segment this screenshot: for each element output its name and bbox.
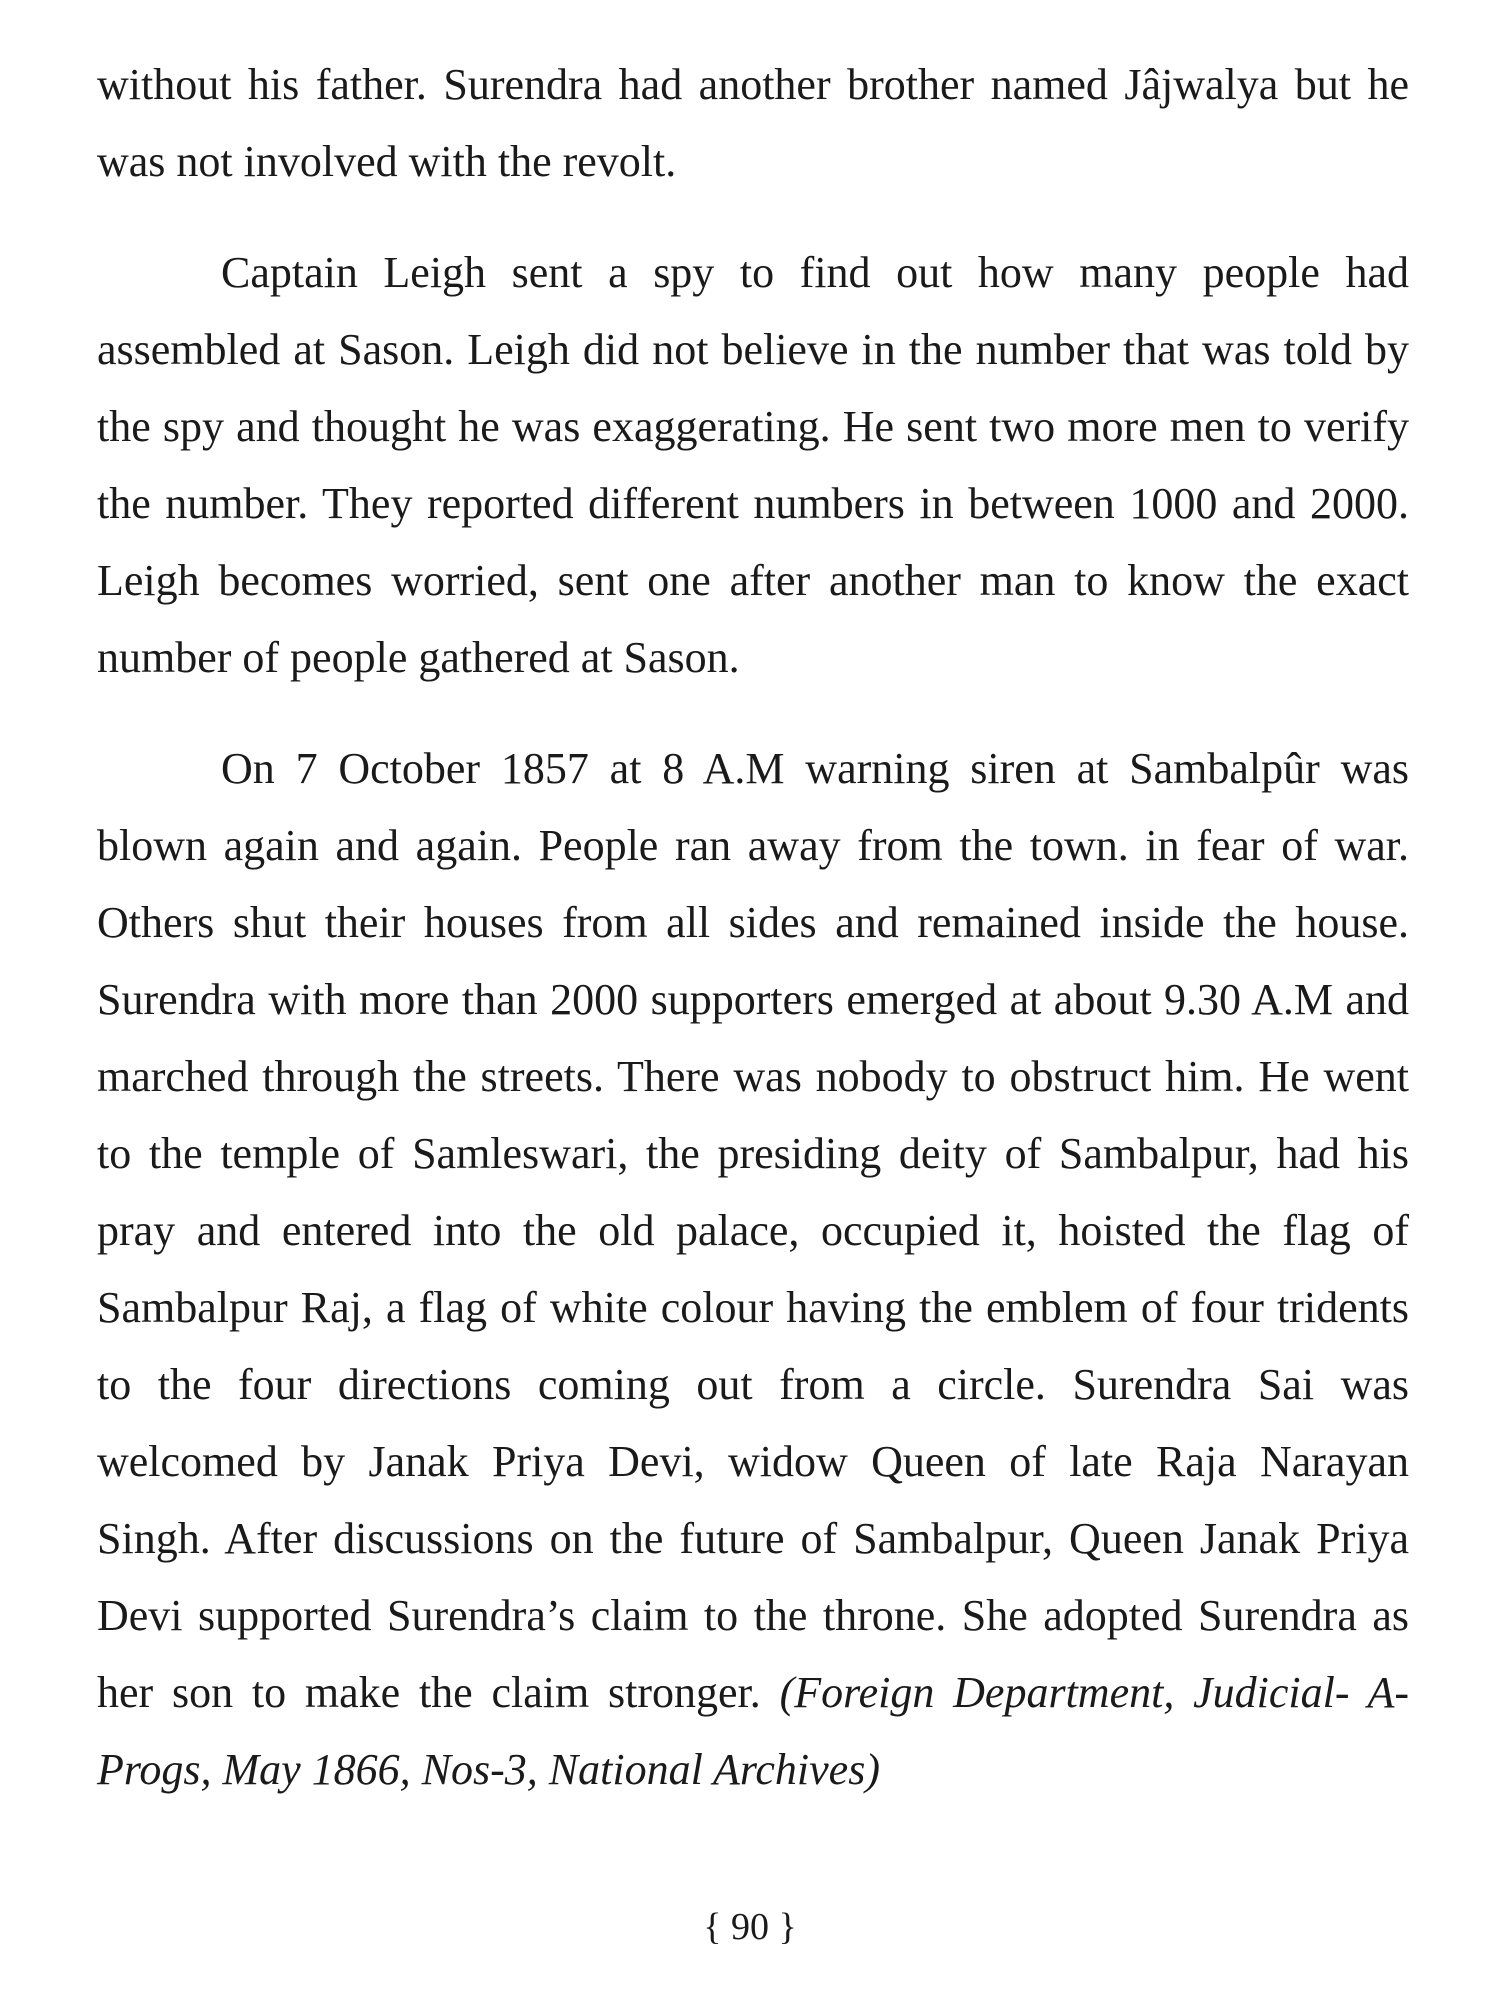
paragraph-text: On 7 October 1857 at 8 A.M warning siren at Sambalpûr was blown again and again. People ran away from the town. in fear of war. Others shut their houses from all sides and remained inside the house. Surendra with more than 2000 supporters emerged at about 9.30 A.M and marched through the streets. There was nobody to obstruct him. He went to the temple of Samleswari, the presiding deity of Sambalpur, had his pray and entered into the old palace, occupied it, hoisted the flag of Sambalpur Raj, a flag of white colour having the emblem of four tridents to the four directions coming out from a circle. Surendra Sai was welcomed by Janak Priya Devi, widow Queen of late Raja Narayan Singh. After discussions on the future of Sambalpur, Queen Janak Priya Devi supported Surendra’s claim to the throne. She adopted Surendra as her son to make the claim stronger. [97, 744, 1409, 1717]
paragraph-captain-leigh [97, 234, 1409, 696]
page-number: { 90 } [703, 1906, 797, 1948]
paragraph-october-1857 [97, 730, 1409, 1808]
paragraph-continuation [97, 46, 1409, 200]
paragraph-text: without his father. Surendra had another brother named Jâjwalya but he was not involved with the revolt. [97, 60, 1409, 186]
citation: (Foreign Department, Judicial- A-Progs, May 1866, Nos-3, National Archives) [97, 1668, 1410, 1794]
paragraph-text: Captain Leigh sent a spy to find out how many people had assembled at Sason. Leigh did not believe in the number that was told by the spy and thought he was exaggerating. He sent two more men to verify the number. They reported different numbers in between 1000 and 2000. Leigh becomes worried, sent one after another man to know the exact number of people gathered at Sason. [97, 248, 1409, 682]
body-text [97, 46, 1409, 1808]
